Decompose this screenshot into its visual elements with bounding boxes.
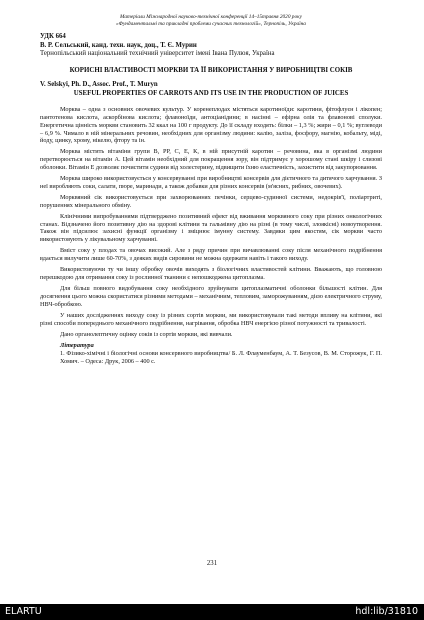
- paragraph: Морква – одна з основних овочевих культур. У коренеплодах містяться каротиноїди: каротини, фітофлуєн і лікопен; пантотенова кислота, аскорбінова кислота; флавоноїди, антоціанідини; в насінні – ефірна олія та флавонові сполуки. Енергетична цінність моркви становить 32 ккал на 100 г продукту. До її складу входять: білки – 1,3 %; жири – 0,1 %; вуглеводи – 6,9 %. Чимало в ній мінеральних речовин, необхідних для організму людини: калію, заліза, фосфору, магнію, кобальту, міді, йоду, цинку, хрому, нікелю, фтору та ін.: [40, 106, 382, 145]
- title-en: USEFUL PROPERTIES OF CARROTS AND ITS USE IN THE PRODUCTION OF JUICES: [73, 89, 349, 97]
- article-body: [40, 106, 382, 338]
- repository-footer-bar: [0, 604, 424, 620]
- udc-code: УДК 664: [40, 33, 66, 41]
- paragraph: Морквяний сік використовується при захворюваннях печінки, серцево-судинної системи, недокрів'ї, поліартриті, порушеннях мінерального обміну.: [40, 194, 382, 209]
- literature-heading: Література: [60, 342, 94, 350]
- paragraph: У наших дослідженнях виходу соку із різних сортів моркви, ми використовували такі методи впливу на клітини, які різні способи попереднього механічного подрібнення, нагрівання, обробка НВЧ енергією різної потужності та тривалості.: [40, 311, 382, 327]
- literature-item: 1. Фізико-хімічні і біологічні основи консервного виробництва/ Б. Л. Флауменбаум, А. Т. Безусов, В. М. Сторожук, Г. П. Хомич. – Одеса: Друк, 2006 – 400 с.: [60, 350, 382, 365]
- page-content: [40, 14, 382, 366]
- paragraph: Використовуючи ту чи іншу обробку овочів виходять з біологічних властивостей клітини. Вважають, що головною перешкодою для отримання соку із рослинної тканини є непошкоджена цитоплазма.: [40, 266, 382, 282]
- paragraph: Морква містить вітаміни групи В, РР, С, Е, К, в ній присутній каротин – речовина, яка в організмі людини перетворюється на вітамін А. Цей вітамін необхідний для покращення зору, він підтримує у хорошому стані шкіру і слизові оболонки. Вітамін Е дозволяє почистити судини від холестерину, підвищити їхню еластичність, захистити від закупорювання.: [40, 148, 382, 171]
- paragraph: Вміст соку у плодах та овочах високий. Але з ряду причин при вичавлюванні соку після механічного подрібнення вдається вилучити лише 60-70%, з деяких видів сировини не можна одержати навіть і такого виходу.: [40, 247, 382, 263]
- paragraph: Морква широко використовується у консервуванні при виробництві консервів для дієтичного та дитячого харчування. З неї виробляють соки, салати, пюре, маринади, а також добавки для різних консервів (м'ясних, рибних, овочевих).: [40, 175, 382, 190]
- paragraph: Клінічними випробуваннями підтверджено позитивний ефект від вживання морквяного соку при різних онкологічних станах. Відзначено його позитивну дію на здорові клітини та гальмівну дію на різні (в тому числі, злоякісні) новоутворення. Також він підсилює захисні функції організму і зміцнює імунну систему. Завдяки цим якостям, сік моркви часто використовують у лікувальному харчуванні.: [40, 213, 382, 244]
- title-ua: КОРИСНІ ВЛАСТИВОСТІ МОРКВИ ТА ЇЇ ВИКОРИСТАННЯ У ВИРОБНИЦТВІ СОКІВ: [69, 66, 353, 74]
- header-line-2: «Фундаментальні та прикладні проблеми сучасних технологій», Тернопіль, Україна: [116, 20, 306, 27]
- paragraph: Для більш повного видобування соку необхідного зруйнувати цитоплазматичні оболонки більшості клітин. Для досягнення цього можна скористатися різними методами – механічним, тепловим, заморожуванням, дією електричного струму, НВЧ-обробкою.: [40, 285, 382, 308]
- paragraph: Дано органолептичну оцінку соків із сортів моркви, які вивчали.: [60, 330, 233, 338]
- handle-identifier: hdl:lib/31810: [355, 606, 418, 617]
- page-number: 231: [206, 560, 218, 567]
- header-line-1: Матеріали Міжнародної науково-технічної конференції 14–15травня 2020 року: [120, 14, 302, 20]
- authors-en: V. Selskyi, Ph. D., Assoc. Prof., T. Muryn: [40, 81, 158, 89]
- repository-name: ELARTU: [5, 606, 42, 617]
- affiliation: Тернопільський національний технічний університет імені Івана Пулюя, Україна: [40, 50, 275, 58]
- authors-ua: В. Р. Сельський, канд. техн. наук, доц., Т. Є. Мурин: [40, 41, 197, 49]
- conference-header: [40, 14, 382, 27]
